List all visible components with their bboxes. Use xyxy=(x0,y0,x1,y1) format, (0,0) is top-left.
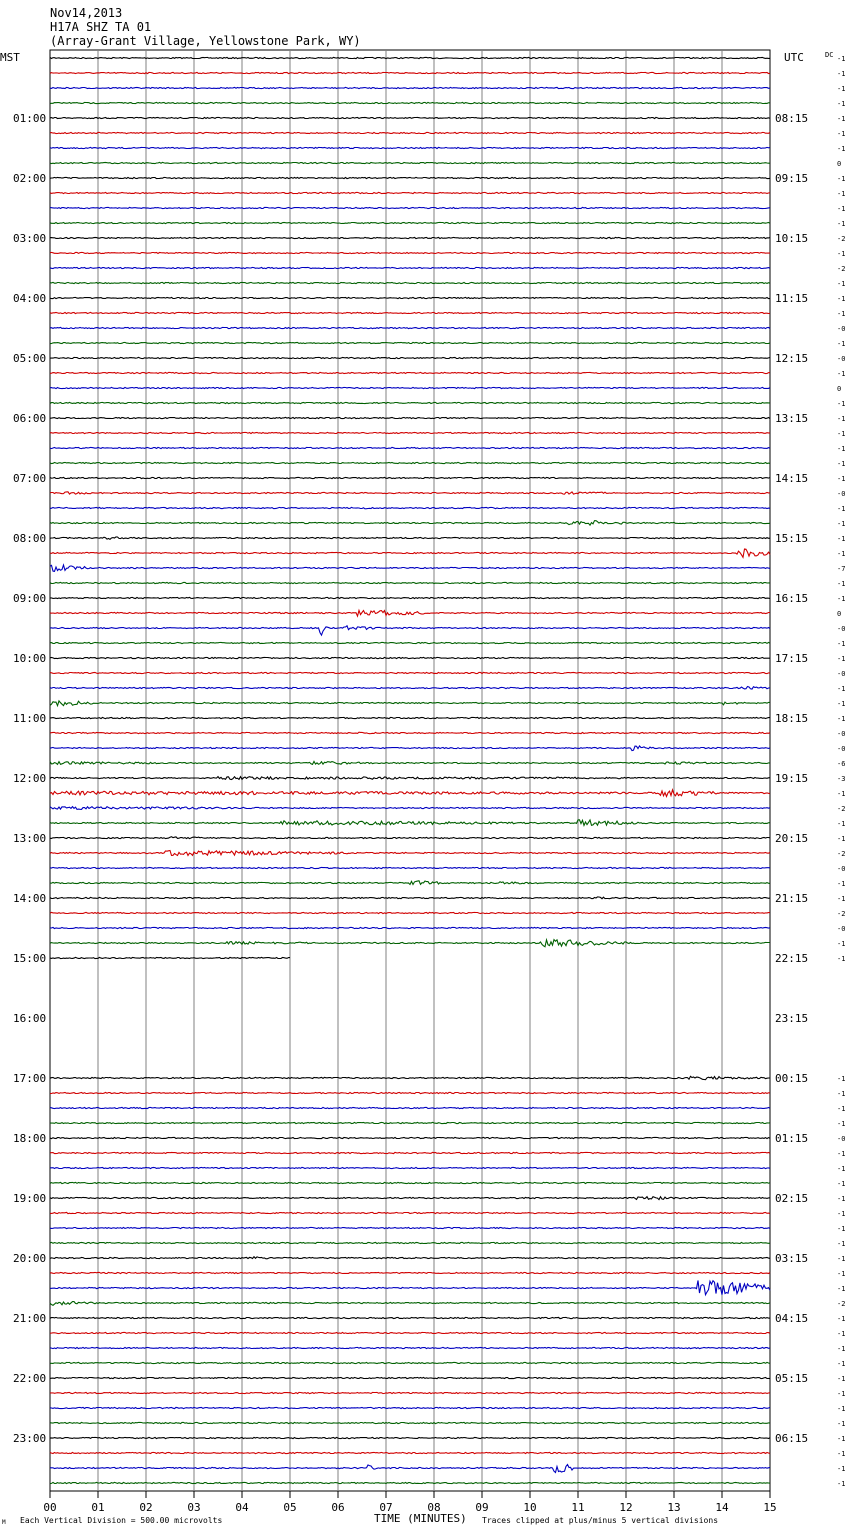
dc-offset-label: -1 xyxy=(837,1090,846,1098)
mst-hour-label: 08:00 xyxy=(13,532,47,545)
trace-line xyxy=(50,701,770,706)
trace-line xyxy=(50,1452,770,1453)
x-tick-label: 02 xyxy=(139,1501,153,1514)
dc-offset-label: -0 xyxy=(837,925,846,933)
trace-line xyxy=(50,462,770,463)
dc-offset-label: -1 xyxy=(837,415,846,423)
clip-note: Traces clipped at plus/minus 5 vertical divisions xyxy=(482,1516,719,1525)
dc-offset-label: -1 xyxy=(837,430,846,438)
x-tick-label: 00 xyxy=(43,1501,57,1514)
utc-hour-label: 00:15 xyxy=(775,1072,809,1085)
trace-line xyxy=(50,117,770,118)
dc-offset-label: 0 xyxy=(837,160,842,168)
trace-line xyxy=(50,549,770,557)
dc-offset-label: -1 xyxy=(837,1390,846,1398)
dc-offset-label: 0 xyxy=(837,610,842,618)
dc-offset-label: -1 xyxy=(837,1450,846,1458)
dc-offset-label: -1 xyxy=(837,790,846,798)
trace-line xyxy=(50,867,770,868)
trace-line xyxy=(50,237,770,238)
trace-line xyxy=(50,1122,770,1123)
dc-offset-label: -2 xyxy=(837,265,846,273)
mst-hour-label: 18:00 xyxy=(13,1132,47,1145)
trace-line xyxy=(50,357,770,358)
dc-offset-label: -1 xyxy=(837,640,846,648)
utc-hour-label: 13:15 xyxy=(775,412,809,425)
header-date: Nov14,2013 xyxy=(50,6,123,20)
trace-line xyxy=(50,521,770,526)
trace-line xyxy=(50,1212,770,1213)
trace-line xyxy=(50,537,770,539)
utc-hour-label: 14:15 xyxy=(775,472,809,485)
dc-offset-label: -1 xyxy=(837,115,846,123)
dc-offset-label: -1 xyxy=(837,445,846,453)
trace-line xyxy=(50,387,770,388)
mst-hour-label: 03:00 xyxy=(13,232,47,245)
mst-hour-label: 19:00 xyxy=(13,1192,47,1205)
dc-offset-label: -1 xyxy=(837,580,846,588)
dc-offset-label: -0 xyxy=(837,670,846,678)
corner-mark: M xyxy=(2,1519,6,1526)
dc-offset-label: -1 xyxy=(837,1120,846,1128)
x-tick-label: 08 xyxy=(427,1501,441,1514)
mst-hour-label: 02:00 xyxy=(13,172,47,185)
trace-line xyxy=(50,611,770,617)
utc-hour-label: 21:15 xyxy=(775,892,809,905)
mst-hour-label: 12:00 xyxy=(13,772,47,785)
dc-offset-label: -0 xyxy=(837,625,846,633)
trace-line xyxy=(50,657,770,658)
trace-line xyxy=(50,1242,770,1243)
trace-line xyxy=(50,177,770,178)
dc-offset-label: -0 xyxy=(837,490,846,498)
dc-offset-label: -1 xyxy=(837,100,846,108)
dc-offset-label: -1 xyxy=(837,1240,846,1248)
dc-offset-label: -0 xyxy=(837,745,846,753)
plot-frame xyxy=(50,50,770,1491)
utc-hour-label: 15:15 xyxy=(775,532,809,545)
x-tick-label: 15 xyxy=(763,1501,777,1514)
dc-offset-label: -1 xyxy=(837,1360,846,1368)
dc-offset-label: -1 xyxy=(837,1225,846,1233)
trace-line xyxy=(50,1182,770,1183)
dc-offset-label: -2 xyxy=(837,910,846,918)
trace-line xyxy=(50,417,770,418)
trace-line xyxy=(50,1137,770,1138)
trace-line xyxy=(50,807,770,810)
trace-line xyxy=(50,1107,770,1108)
dc-offset-label: -1 xyxy=(837,1180,846,1188)
utc-hour-label: 19:15 xyxy=(775,772,809,785)
x-tick-label: 10 xyxy=(523,1501,537,1514)
trace-line xyxy=(50,402,770,403)
trace-line xyxy=(50,1407,770,1408)
dc-offset-label: -1 xyxy=(837,685,846,693)
trace-line xyxy=(50,447,770,448)
trace-line xyxy=(50,746,770,751)
trace-line xyxy=(50,897,770,899)
utc-hour-label: 05:15 xyxy=(775,1372,809,1385)
dc-offset-label: -0 xyxy=(837,355,846,363)
trace-line xyxy=(50,1422,770,1423)
mst-hour-label: 22:00 xyxy=(13,1372,47,1385)
dc-offset-label: -1 xyxy=(837,55,846,63)
x-tick-label: 13 xyxy=(667,1501,681,1514)
utc-hour-label: 23:15 xyxy=(775,1012,809,1025)
right-axis-title: UTC xyxy=(784,51,804,64)
dc-offset-label: -1 xyxy=(837,295,846,303)
dc-offset-label: -1 xyxy=(837,280,846,288)
trace-line xyxy=(50,1437,770,1438)
trace-line xyxy=(50,820,770,826)
dc-offset-label: -2 xyxy=(837,235,846,243)
trace-line xyxy=(50,297,770,298)
dc-offset-label: -2 xyxy=(837,1300,846,1308)
dc-offset-label: -1 xyxy=(837,1315,846,1323)
mst-hour-label: 09:00 xyxy=(13,592,47,605)
dc-offset-label: -1 xyxy=(837,70,846,78)
trace-line xyxy=(50,1152,770,1153)
dc-offset-label: -1 xyxy=(837,955,846,963)
trace-line xyxy=(50,1167,770,1168)
x-tick-label: 11 xyxy=(571,1501,585,1514)
trace-line xyxy=(50,342,770,343)
dc-offset-label: -1 xyxy=(837,520,846,528)
utc-hour-label: 02:15 xyxy=(775,1192,809,1205)
mst-hour-label: 05:00 xyxy=(13,352,47,365)
x-tick-label: 03 xyxy=(187,1501,201,1514)
x-tick-label: 12 xyxy=(619,1501,633,1514)
dc-offset-label: -6 xyxy=(837,760,846,768)
mst-hour-label: 11:00 xyxy=(13,712,47,725)
mst-hour-label: 07:00 xyxy=(13,472,47,485)
trace-line xyxy=(50,162,770,163)
trace-line xyxy=(50,1197,770,1200)
dc-offset-label: -1 xyxy=(837,1420,846,1428)
dc-offset-label: -1 xyxy=(837,85,846,93)
trace-line xyxy=(50,1227,770,1228)
trace-line xyxy=(50,372,770,373)
x-axis xyxy=(43,1491,776,1514)
x-tick-label: 09 xyxy=(475,1501,489,1514)
dc-offset-label: -1 xyxy=(837,1405,846,1413)
trace-layer xyxy=(50,57,770,1483)
dc-offset-label: -0 xyxy=(837,730,846,738)
dc-offset-label: 0 xyxy=(837,385,842,393)
trace-line xyxy=(50,492,770,494)
utc-hour-label: 01:15 xyxy=(775,1132,809,1145)
mst-hour-label: 13:00 xyxy=(13,832,47,845)
mst-hour-label: 21:00 xyxy=(13,1312,47,1325)
utc-hour-label: 12:15 xyxy=(775,352,809,365)
left-axis-title: MST xyxy=(0,51,20,64)
utc-hour-label: 16:15 xyxy=(775,592,809,605)
dc-offset-label: -7 xyxy=(837,565,846,573)
trace-line xyxy=(50,1317,770,1318)
trace-line xyxy=(50,252,770,253)
trace-line xyxy=(50,1281,770,1295)
utc-hour-label: 10:15 xyxy=(775,232,809,245)
mst-hour-label: 04:00 xyxy=(13,292,47,305)
mst-hour-label: 20:00 xyxy=(13,1252,47,1265)
dc-offset-label: -1 xyxy=(837,1330,846,1338)
dc-offset-label: -1 xyxy=(837,1480,846,1488)
trace-line xyxy=(50,717,770,718)
dc-offset-label: -1 xyxy=(837,895,846,903)
dc-offset-label: -1 xyxy=(837,940,846,948)
mst-hour-label: 10:00 xyxy=(13,652,47,665)
dc-offset-label: -1 xyxy=(837,145,846,153)
utc-hour-label: 04:15 xyxy=(775,1312,809,1325)
dc-offset-label: -1 xyxy=(837,1210,846,1218)
trace-line xyxy=(50,777,770,780)
mst-hour-label: 01:00 xyxy=(13,112,47,125)
dc-offset-label: -1 xyxy=(837,1435,846,1443)
trace-line xyxy=(50,565,770,571)
trace-line xyxy=(50,282,770,283)
trace-line xyxy=(50,1076,770,1079)
trace-line xyxy=(50,642,770,643)
trace-line xyxy=(50,1332,770,1333)
trace-line xyxy=(50,687,770,690)
dc-offset-label: -1 xyxy=(837,460,846,468)
dc-offset-label: -1 xyxy=(837,1345,846,1353)
mst-hour-label: 16:00 xyxy=(13,1012,47,1025)
dc-offset-label: -1 xyxy=(837,880,846,888)
dc-offset-label: -1 xyxy=(837,1195,846,1203)
trace-line xyxy=(50,432,770,433)
trace-line xyxy=(50,1347,770,1348)
mst-hour-label: 23:00 xyxy=(13,1432,47,1445)
header-station: H17A SHZ TA 01 xyxy=(50,20,152,34)
trace-line xyxy=(50,1092,770,1093)
trace-line xyxy=(50,957,290,958)
trace-line xyxy=(50,267,770,268)
trace-line xyxy=(50,1465,770,1473)
x-tick-label: 01 xyxy=(91,1501,105,1514)
x-tick-label: 05 xyxy=(283,1501,297,1514)
dc-offset-label: -1 xyxy=(837,1465,846,1473)
dc-offset-label: -1 xyxy=(837,175,846,183)
dc-offset-label: -1 xyxy=(837,250,846,258)
utc-hour-label: 22:15 xyxy=(775,952,809,965)
dc-offset-label: -0 xyxy=(837,865,846,873)
trace-line xyxy=(50,72,770,73)
trace-line xyxy=(50,222,770,223)
trace-line xyxy=(50,881,770,885)
trace-line xyxy=(50,927,770,928)
utc-hour-label: 03:15 xyxy=(775,1252,809,1265)
trace-line xyxy=(50,132,770,133)
trace-line xyxy=(50,1362,770,1363)
dc-offset-label: -1 xyxy=(837,820,846,828)
trace-line xyxy=(50,57,770,58)
dc-offset-label: -1 xyxy=(837,190,846,198)
minute-grid xyxy=(98,50,722,1491)
trace-line xyxy=(50,207,770,208)
dc-offset-label: -1 xyxy=(837,835,846,843)
trace-line xyxy=(50,1257,770,1259)
header-location: (Array-Grant Village, Yellowstone Park, WY) xyxy=(50,34,361,48)
utc-hour-label: 06:15 xyxy=(775,1432,809,1445)
trace-line xyxy=(50,312,770,313)
x-tick-label: 07 xyxy=(379,1501,393,1514)
x-tick-label: 14 xyxy=(715,1501,729,1514)
dc-offset-label: -0 xyxy=(837,325,846,333)
trace-line xyxy=(50,1377,770,1378)
dc-offset-label: -1 xyxy=(837,715,846,723)
mst-hour-label: 15:00 xyxy=(13,952,47,965)
utc-hour-label: 09:15 xyxy=(775,172,809,185)
dc-offset-label: -1 xyxy=(837,655,846,663)
trace-line xyxy=(50,87,770,88)
trace-line xyxy=(50,1482,770,1483)
dc-offset-label: -1 xyxy=(837,700,846,708)
utc-hour-label: 17:15 xyxy=(775,652,809,665)
trace-line xyxy=(50,790,770,797)
trace-line xyxy=(50,477,770,478)
dc-offset-label: -1 xyxy=(837,340,846,348)
dc-offset-label: -1 xyxy=(837,1285,846,1293)
dc-offset-label: -1 xyxy=(837,550,846,558)
x-axis-label: TIME (MINUTES) xyxy=(374,1512,467,1525)
utc-hour-label: 18:15 xyxy=(775,712,809,725)
trace-line xyxy=(50,1302,770,1306)
dc-offset-label: -1 xyxy=(837,1270,846,1278)
dc-offset-label: -1 xyxy=(837,1105,846,1113)
dc-offset-label: -1 xyxy=(837,1375,846,1383)
trace-line xyxy=(50,192,770,193)
mst-hour-label: 17:00 xyxy=(13,1072,47,1085)
dc-offset-label: -2 xyxy=(837,805,846,813)
utc-hour-label: 11:15 xyxy=(775,292,809,305)
dc-offset-label: -1 xyxy=(837,1255,846,1263)
dc-offset-label: -1 xyxy=(837,595,846,603)
dc-offset-label: -2 xyxy=(837,850,846,858)
trace-line xyxy=(50,837,770,839)
dc-offset-label: -1 xyxy=(837,1165,846,1173)
scale-note: Each Vertical Division = 500.00 microvolts xyxy=(20,1516,223,1525)
trace-line xyxy=(50,147,770,148)
dc-offset-label: -1 xyxy=(837,1075,846,1083)
trace-line xyxy=(50,1272,770,1273)
dc-offset-label: -1 xyxy=(837,310,846,318)
dc-offset-label: -3 xyxy=(837,775,846,783)
dc-offset-label: -1 xyxy=(837,400,846,408)
dc-offset-label: -1 xyxy=(837,220,846,228)
trace-line xyxy=(50,851,770,856)
utc-hour-label: 08:15 xyxy=(775,112,809,125)
trace-line xyxy=(50,327,770,328)
x-tick-label: 06 xyxy=(331,1501,345,1514)
trace-line xyxy=(50,732,770,734)
trace-line xyxy=(50,582,770,583)
dc-offset-label: -1 xyxy=(837,1150,846,1158)
trace-line xyxy=(50,597,770,598)
dc-offset-label: -1 xyxy=(837,505,846,513)
trace-line xyxy=(50,1392,770,1393)
trace-line xyxy=(50,672,770,673)
trace-line xyxy=(50,626,770,635)
dc-column-label: DC xyxy=(825,51,834,59)
trace-line xyxy=(50,761,770,764)
dc-offset-label: -1 xyxy=(837,535,846,543)
trace-line xyxy=(50,940,770,947)
trace-line xyxy=(50,912,770,913)
trace-line xyxy=(50,507,770,508)
mst-hour-label: 14:00 xyxy=(13,892,47,905)
dc-offset-label: -0 xyxy=(837,1135,846,1143)
dc-offset-label: -1 xyxy=(837,475,846,483)
dc-offset-label: -1 xyxy=(837,205,846,213)
utc-hour-label: 20:15 xyxy=(775,832,809,845)
x-tick-label: 04 xyxy=(235,1501,249,1514)
dc-offset-label: -1 xyxy=(837,130,846,138)
trace-line xyxy=(50,102,770,103)
dc-offset-label: -1 xyxy=(837,370,846,378)
mst-hour-label: 06:00 xyxy=(13,412,47,425)
